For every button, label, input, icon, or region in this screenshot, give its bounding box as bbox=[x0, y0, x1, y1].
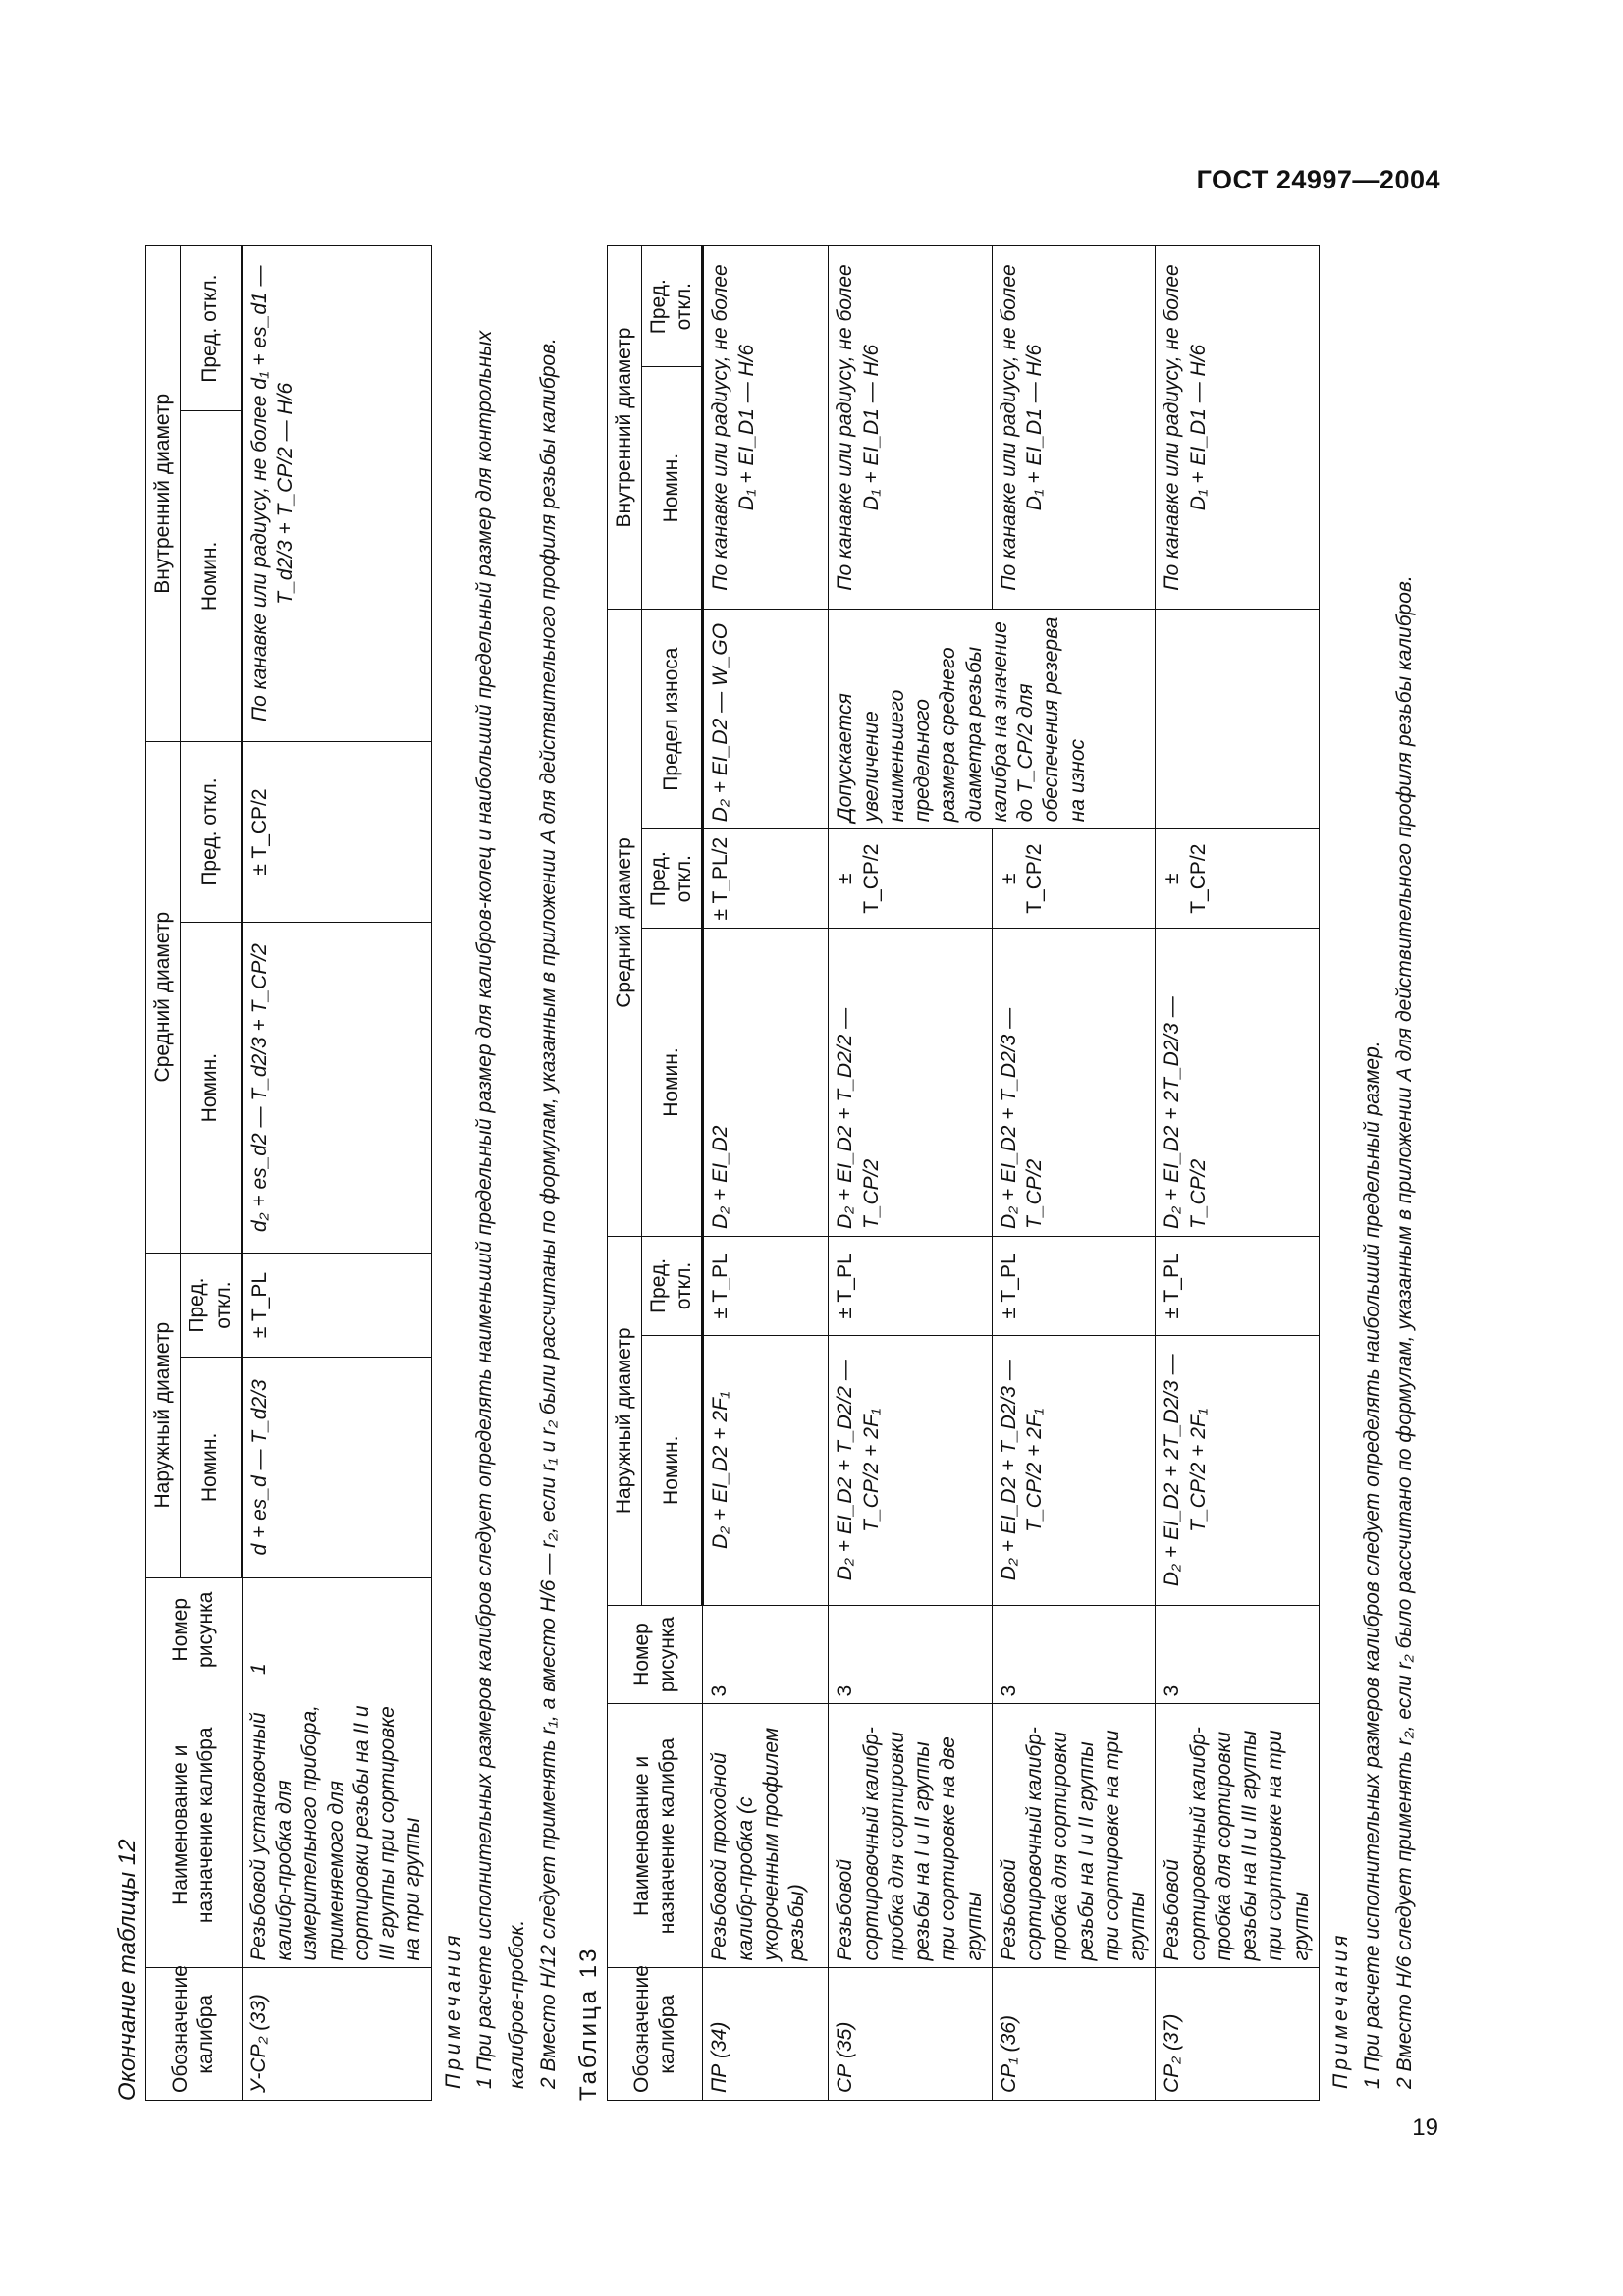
table12-caption: Окончание таблицы 12 bbox=[114, 1839, 140, 2101]
table-row bbox=[992, 246, 1156, 2101]
t13-head-mid-dev: Пред. откл. bbox=[641, 829, 703, 929]
t13-r2-mid-nom: D₂ + EI_D2 + T_D2/2 — T_CP/2 bbox=[829, 929, 993, 1237]
t13-r2-wear: Допускается увеличение наименьшего предельного размера среднего диаметра резьбы калибра на значение до T_CP/2 для обеспечения резерва на износ bbox=[829, 610, 1156, 829]
t12-cell-outer-dev: ± T_PL bbox=[242, 1253, 431, 1358]
t12-cell-designation: У-СР₂ (33) bbox=[242, 1968, 431, 2101]
t13-head-outer-nom: Номин. bbox=[641, 1335, 703, 1605]
t12-cell-mid-nom: d₂ + es_d2 — T_d2/3 + T_CP/2 bbox=[242, 923, 431, 1253]
t13-r4-inner-nom: По канавке или радиусу, не более D₁ + EI_D1 — H/6 bbox=[1156, 246, 1320, 610]
table-13 bbox=[607, 245, 1320, 2101]
t12-head-figure: Номер рисунка bbox=[146, 1577, 243, 1682]
t13-notes-title: Примечания bbox=[1328, 1931, 1352, 2089]
t13-r2-name: Резьбовой сортировочный калибр-пробка для сортировки резьбы на I и II группы при сортировке на две группы bbox=[829, 1704, 993, 1968]
t13-r3-outer-dev: ± T_PL bbox=[992, 1237, 1156, 1336]
t13-r1-wear: D₂ + EI_D2 — W_GO bbox=[703, 610, 829, 829]
t12-head-name: Наименование и назначение калибра bbox=[146, 1682, 243, 1968]
page-number: 19 bbox=[1412, 2114, 1438, 2141]
t13-head-inner: Внутренний диаметр bbox=[607, 246, 641, 610]
t12-cell-mid-dev: ± T_CP/2 bbox=[242, 741, 431, 923]
t13-head-designation: Обозначение калибра bbox=[607, 1968, 703, 2101]
document-code: ГОСТ 24997—2004 bbox=[1196, 165, 1440, 194]
t13-r4-name: Резьбовой сортировочный калибр-пробка для сортировки резьбы на II и III группы при сортировке на три группы bbox=[1156, 1704, 1320, 1968]
t12-head-inner-dev: Пред. откл. bbox=[181, 246, 243, 411]
t13-r3-name: Резьбовой сортировочный калибр-пробка для сортировки резьбы на I и II группы при сортировке на три группы bbox=[992, 1704, 1156, 1968]
t13-head-wear: Предел износа bbox=[641, 610, 703, 829]
t13-r1-mid-nom: D₂ + EI_D2 bbox=[703, 929, 829, 1237]
table-12 bbox=[145, 245, 432, 2101]
table-row bbox=[829, 246, 993, 2101]
t13-r2-designation: СР (35) bbox=[829, 1968, 993, 2101]
t13-head-mid: Средний диаметр bbox=[607, 610, 641, 1237]
t12-head-designation: Обозначение калибра bbox=[146, 1968, 243, 2101]
t12-head-outer: Наружный диаметр bbox=[146, 1253, 181, 1577]
t13-r1-outer-nom: D₂ + EI_D2 + 2F₁ bbox=[703, 1335, 829, 1605]
t13-r1-name: Резьбовой проходной калибр-пробка (с укороченным профилем резьбы) bbox=[703, 1704, 829, 1968]
t12-head-mid-nom: Номин. bbox=[181, 923, 243, 1253]
table13-caption: Таблица 13 bbox=[574, 1946, 602, 2101]
t12-cell-figure: 1 bbox=[242, 1577, 431, 1682]
t13-r3-inner-nom: По канавке или радиусу, не более D₁ + EI_D1 — H/6 bbox=[992, 246, 1156, 610]
t12-head-mid-dev: Пред. откл. bbox=[181, 741, 243, 923]
t13-head-inner-dev: Пред. откл. bbox=[641, 246, 703, 367]
t13-r3-outer-nom: D₂ + EI_D2 + T_D2/3 — T_CP/2 + 2F₁ bbox=[992, 1335, 1156, 1605]
t12-head-inner: Внутренний диаметр bbox=[146, 246, 181, 742]
t13-r4-figure: 3 bbox=[1156, 1605, 1320, 1704]
t12-head-outer-nom: Номин. bbox=[181, 1358, 243, 1577]
t13-r4-mid-nom: D₂ + EI_D2 + 2T_D2/3 — T_CP/2 bbox=[1156, 929, 1320, 1237]
t13-r3-mid-dev: ± T_CP/2 bbox=[992, 829, 1156, 929]
t13-r1-outer-dev: ± T_PL bbox=[703, 1237, 829, 1336]
t13-head-name: Наименование и назначение калибра bbox=[607, 1704, 703, 1968]
t13-r2-outer-dev: ± T_PL bbox=[829, 1237, 993, 1336]
t13-head-inner-nom: Номин. bbox=[641, 367, 703, 610]
t12-note-1: 1 При расчете исполнительных размеров калибров следует определять наименьший предельный размер для калибров-колец и наибольший предельный размер для контрольных калибров-пробок. bbox=[473, 330, 528, 2089]
t13-r1-inner-nom: По канавке или радиусу, не более D₁ + EI_D1 — H/6 bbox=[703, 246, 829, 610]
t13-note-1: 1 При расчете исполнительных размеров калибров следует определять наибольший предельный размер. bbox=[1361, 1041, 1384, 2089]
table-row bbox=[703, 246, 829, 2101]
t12-note-2: 2 Вместо H/12 следует применять r₁, а вместо H/6 — r₂, если r₁ и r₂ были рассчитаны по формулам, указанным в приложении А для действительного профиля резьбы калибров. bbox=[537, 338, 561, 2089]
table12-notes bbox=[438, 245, 566, 2089]
t13-r4-outer-nom: D₂ + EI_D2 + 2T_D2/3 — T_CP/2 + 2F₁ bbox=[1156, 1335, 1320, 1605]
t13-r1-designation: ПР (34) bbox=[703, 1968, 829, 2101]
t12-cell-outer-nom: d + es_d — T_d2/3 bbox=[242, 1358, 431, 1577]
t13-r1-figure: 3 bbox=[703, 1605, 829, 1704]
t13-r2-figure: 3 bbox=[829, 1605, 993, 1704]
t13-note-2: 2 Вместо H/6 следует применять r₂, если r₂ было рассчитано по формулам, указанным в приложении А для действительного профиля резьбы калибров. bbox=[1393, 575, 1417, 2089]
t12-cell-name: Резьбовой установочный калибр-пробка для измерительного прибора, применяемого для сортировки резьбы на II и III группы при сортировке на три группы bbox=[242, 1682, 431, 1968]
table13-notes bbox=[1325, 245, 1422, 2089]
t13-r2-inner-nom: По канавке или радиусу, не более D₁ + EI_D1 — H/6 bbox=[829, 246, 993, 610]
t13-r3-figure: 3 bbox=[992, 1605, 1156, 1704]
t12-notes-title: Примечания bbox=[441, 1931, 464, 2089]
t12-head-mid: Средний диаметр bbox=[146, 741, 181, 1253]
t13-r3-mid-nom: D₂ + EI_D2 + T_D2/3 — T_CP/2 bbox=[992, 929, 1156, 1237]
t13-head-outer-dev: Пред. откл. bbox=[641, 1237, 703, 1336]
t12-cell-inner-nom: По канавке или радиусу, не более d₁ + es_d1 — T_d2/3 + T_CP/2 — H/6 bbox=[242, 246, 431, 742]
t12-head-outer-dev: Пред. откл. bbox=[181, 1253, 243, 1358]
t13-r4-wear bbox=[1156, 610, 1320, 829]
t13-r3-designation: СР₁ (36) bbox=[992, 1968, 1156, 2101]
t13-r4-designation: СР₂ (37) bbox=[1156, 1968, 1320, 2101]
t13-r1-mid-dev: ± T_PL/2 bbox=[703, 829, 829, 929]
t13-r4-mid-dev: ± T_CP/2 bbox=[1156, 829, 1320, 929]
t13-head-mid-nom: Номин. bbox=[641, 929, 703, 1237]
table-row bbox=[1156, 246, 1320, 2101]
rotated-content bbox=[108, 245, 1453, 2101]
t13-r2-outer-nom: D₂ + EI_D2 + T_D2/2 — T_CP/2 + 2F₁ bbox=[829, 1335, 993, 1605]
t13-r4-outer-dev: ± T_PL bbox=[1156, 1237, 1320, 1336]
t13-r2-mid-dev: ± T_CP/2 bbox=[829, 829, 993, 929]
t13-head-outer: Наружный диаметр bbox=[607, 1237, 641, 1606]
t12-head-inner-nom: Номин. bbox=[181, 411, 243, 741]
t13-head-figure: Номер рисунка bbox=[607, 1605, 703, 1704]
